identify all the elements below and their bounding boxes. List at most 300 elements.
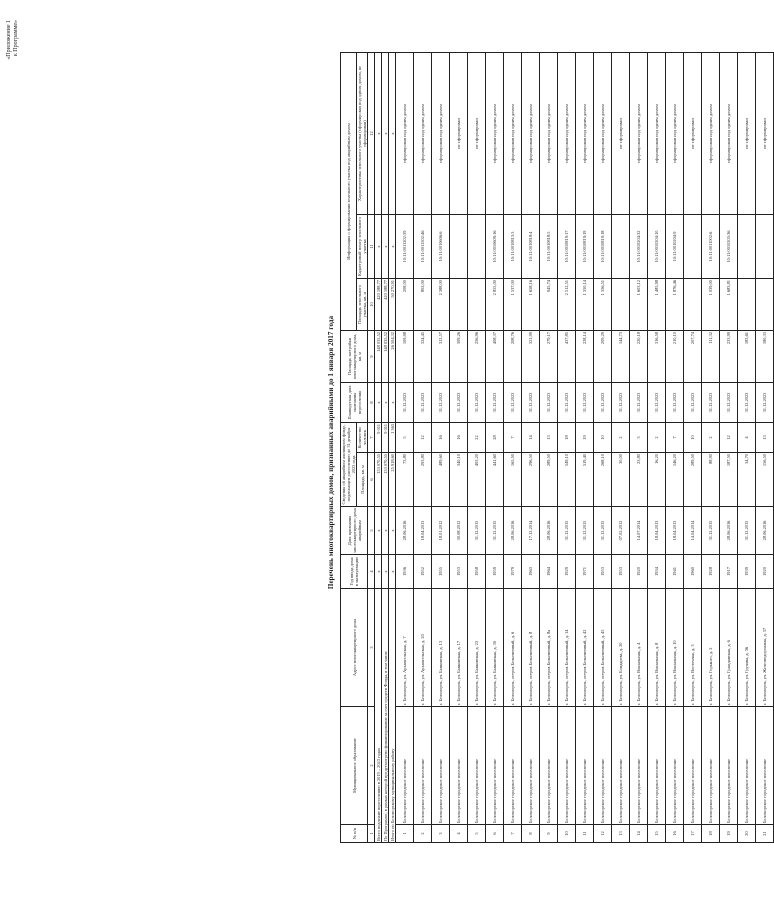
table-row [612,52,630,842]
row-character: не сформирован [738,52,756,214]
header-plan-date: Планируемая дата окончания переселения [341,383,368,423]
header-land-area: Площадь земельного участка, кв. м [357,279,368,331]
row-number: 9 [540,825,558,843]
row-character: сформирован под одним домом [702,52,720,214]
summary-cadastre: x [375,215,382,279]
row-people: 10 [684,423,702,453]
row-cadastre: 10:11:0010606:6 [432,215,450,279]
row-year: 1958 [468,555,486,589]
row-build-area: 256,96 [468,331,486,383]
row-address: г. Беломорск, ул. Грузина, д. 36 [738,589,756,707]
row-people: 2 [702,423,720,453]
row-character: не сформирован [450,52,468,214]
row-year: 1959 [486,555,504,589]
row-plan-date: 31.12.2023 [630,383,648,423]
row-build-area: 437,85 [558,331,576,383]
row-municipality: Беломорское городское поселение [414,707,432,825]
row-area: 73,80 [396,453,414,507]
row-address: г. Беломорск, ул. Архангельская, д. 7 [396,589,414,707]
summary-row [382,52,389,842]
row-cadastre: 10:11:0010204:32 [630,215,648,279]
row-number: 13 [612,825,630,843]
row-people: 3 [630,423,648,453]
row-plan-date: 31.12.2023 [540,383,558,423]
row-area: 489,60 [432,453,450,507]
row-land-area: 208,00 [396,279,414,331]
row-character: сформирован под одним домом [414,52,432,214]
summary-character: x [382,52,389,214]
row-cadastre: 10:11:0010818:4 [522,215,540,279]
row-number: 18 [702,825,720,843]
row-year: 1963 [522,555,540,589]
header-num: № п/п [341,825,368,843]
row-character: не сформирован [756,52,774,214]
row-number: 20 [738,825,756,843]
row-plan-date: 31.12.2023 [432,383,450,423]
column-index-row [368,52,375,842]
row-character: сформирован под одним домом [630,52,648,214]
row-year: 1953 [450,555,468,589]
summary-land-area: 420 188,77 [382,279,389,331]
row-character: сформирован под одним домом [522,52,540,214]
row-build-area: 408,37 [486,331,504,383]
row-municipality: Беломорское городское поселение [396,707,414,825]
row-emergency-date: 31.12.2015 [594,507,612,555]
row-emergency-date: 14.07.2014 [630,507,648,555]
row-build-area: 144,73 [612,331,630,383]
row-year: 1979 [504,555,522,589]
row-land-area: 1 039,00 [702,279,720,331]
row-address: г. Беломорск, остров Бельевичный, д. 8а [540,589,558,707]
row-address: г. Беломорск, остров Бельевичный, д. 14 [558,589,576,707]
row-year: 1917 [720,555,738,589]
summary-character: x [375,52,382,214]
summary-cadastre: x [389,215,396,279]
row-emergency-date: 31.12.2015 [558,507,576,555]
row-number: 15 [648,825,666,843]
row-emergency-date: 18.04.2013 [414,507,432,555]
summary-cadastre: x [382,215,389,279]
row-land-area: 1 658,16 [522,279,540,331]
row-build-area: 180,33 [756,331,774,383]
row-emergency-date: 31.12.2015 [702,507,720,555]
row-municipality: Беломорское городское поселение [504,707,522,825]
data-rows [396,52,774,842]
row-build-area: 279,17 [540,331,558,383]
row-address: г. Беломорск, остров Бельевичный, д. 42 [576,589,594,707]
row-people: 16 [432,423,450,453]
summary-area: 153 070,55 [382,453,389,507]
row-land-area: 802,00 [414,279,432,331]
row-municipality: Беломорское городское поселение [684,707,702,825]
row-year: 1955 [432,555,450,589]
appendix-note-line: к Программе» [13,20,19,57]
row-area: 88,90 [702,453,720,507]
column-index: 3 [368,589,375,707]
summary-date: x [375,507,382,555]
housing-register-table [340,52,774,843]
row-build-area: 233,99 [720,331,738,383]
table-row [504,52,522,842]
row-municipality: Беломорское городское поселение [738,707,756,825]
summary-build-area: 26 504,32 [389,331,396,383]
row-area: 289,50 [684,453,702,507]
row-land-area: 2 388,00 [432,279,450,331]
table-row [738,52,756,842]
row-character: сформирован под одним домом [486,52,504,214]
table-row [720,52,738,842]
table-row [576,52,594,842]
row-area: 187,50 [720,453,738,507]
column-index: 8 [368,383,375,423]
header-municipality: Муниципальное образование [341,707,368,825]
summary-year: x [389,555,396,589]
row-area: 293,80 [414,453,432,507]
row-build-area: 316,58 [648,331,666,383]
row-build-area: 210,10 [666,331,684,383]
row-build-area: 208,76 [504,331,522,383]
row-plan-date: 31.12.2023 [468,383,486,423]
row-land-area: 1 683,81 [720,279,738,331]
row-build-area: 109,98 [396,331,414,383]
row-cadastre: 10:11:0010818:5 [540,215,558,279]
row-character: сформирован под одним домом [594,52,612,214]
appendix-note [6,20,20,60]
row-land-area: 1 876,46 [666,279,684,331]
summary-year: x [375,555,382,589]
row-year: 1953 [594,555,612,589]
summary-row [389,52,396,842]
row-character: сформирован под одним домом [540,52,558,214]
row-emergency-date: 31.12.2015 [486,507,504,555]
row-cadastre [450,215,468,279]
table-row [594,52,612,842]
row-character: сформирован под одним домом [432,52,450,214]
row-address: г. Беломорск, ул. Банковская, д. 23 [468,589,486,707]
row-cadastre: 10:11:0010204:9 [666,215,684,279]
row-plan-date: 31.12.2023 [576,383,594,423]
header-area: Площадь, кв. м [357,453,368,507]
row-area: 296,50 [522,453,540,507]
row-cadastre [612,215,630,279]
row-people: 14 [522,423,540,453]
row-number: 4 [450,825,468,843]
summary-build-area: 148 035,52 [382,331,389,383]
table-row [396,52,414,842]
row-year: 1929 [558,555,576,589]
row-number: 3 [432,825,450,843]
row-emergency-date: 07.02.2012 [612,507,630,555]
row-area: 146,20 [666,453,684,507]
row-cadastre: 10:11:0010819:18 [594,215,612,279]
column-index: 10 [368,279,375,331]
row-plan-date: 31.12.2023 [558,383,576,423]
column-index: 12 [368,52,375,214]
row-build-area: 321,99 [522,331,540,383]
summary-character: x [389,52,396,214]
row-year: 1952 [414,555,432,589]
row-municipality: Беломорское городское поселение [432,707,450,825]
row-land-area [612,279,630,331]
summary-people: 1 363 [389,423,396,453]
row-number: 11 [576,825,594,843]
row-cadastre [756,215,774,279]
summary-area: 25 918,60 [389,453,396,507]
row-cadastre: 10:11:0011202:39 [396,215,414,279]
row-area: 268,10 [594,453,612,507]
summary-date: x [382,507,389,555]
row-municipality: Беломорское городское поселение [522,707,540,825]
summary-area: 153 070,55 [375,453,382,507]
row-cadastre: 10:11:0010819:17 [558,215,576,279]
row-people: 5 [396,423,414,453]
summary-plan-date: x [375,383,382,423]
row-address: г. Беломорск, ул. Банковская, д. 13 [432,589,450,707]
row-character: сформирован под одним домом [396,52,414,214]
row-address: г. Беломорск, ул. Бондарева, д. 20 [612,589,630,707]
row-plan-date: 31.12.2023 [522,383,540,423]
row-address: г. Беломорск, остров Бельевичный, д. 45 [594,589,612,707]
row-area: 289,50 [540,453,558,507]
table-row [450,52,468,842]
row-address: г. Беломорск, ул. Железнодорожная, д. 37 [756,589,774,707]
row-emergency-date: 17.12.2014 [522,507,540,555]
summary-plan-date: x [382,383,389,423]
row-land-area: 2 512,51 [558,279,576,331]
row-area: 549,10 [558,453,576,507]
row-municipality: Беломорское городское поселение [756,707,774,825]
row-character: сформирован под одним домом [558,52,576,214]
row-cadastre: 10:11:0010204:10 [648,215,666,279]
row-character: сформирован под одним домом [504,52,522,214]
row-address: г. Беломорск, остров Бельевичный, д. 6 [504,589,522,707]
row-number: 1 [396,825,414,843]
row-emergency-date: 18.04.2013 [648,507,666,555]
row-municipality: Беломорское городское поселение [468,707,486,825]
row-area: 23,80 [630,453,648,507]
header-cadastre: Кадастровый номер земельного участка [357,215,368,279]
row-area: 441,60 [486,453,504,507]
row-plan-date: 31.12.2023 [720,383,738,423]
row-year: 1953 [612,555,630,589]
row-municipality: Беломорское городское поселение [612,707,630,825]
row-address: г. Беломорск, ул. Гражданская, д. 6 [720,589,738,707]
row-people: 28 [486,423,504,453]
row-emergency-date: 28.06.2016 [396,507,414,555]
header-build-area: Площадь застройки многоквартирного дома, кв. м [341,331,368,383]
row-number: 16 [666,825,684,843]
row-municipality: Беломорское городское поселение [594,707,612,825]
row-land-area [738,279,756,331]
row-people: 16 [450,423,468,453]
column-index: 4 [368,555,375,589]
table-row [522,52,540,842]
header-character: Характеристика земельного участка (сформирован под одним домом, не сформирован) [357,52,368,214]
row-number: 14 [630,825,648,843]
row-year: 1964 [540,555,558,589]
row-address: г. Беломорск, ул. Вокзальная, д. 4 [630,589,648,707]
row-municipality: Беломорское городское поселение [648,707,666,825]
table-row [468,52,486,842]
row-emergency-date: 28.06.2016 [720,507,738,555]
row-number: 2 [414,825,432,843]
row-cadastre: 10:11:0010205:36 [720,215,738,279]
row-plan-date: 31.12.2023 [594,383,612,423]
row-land-area: 2 855,00 [486,279,504,331]
table-row [648,52,666,842]
row-address: г. Беломорск, ул. Банковская, д. 17 [450,589,468,707]
header-fund-group: Сведения об аварийном жилищном фонде, подлежащем расселению до 31 декабря 2023 года [341,423,357,507]
row-municipality: Беломорское городское поселение [630,707,648,825]
row-cadastre: 10:11:0011002:6 [702,215,720,279]
summary-people: 9 011 [375,423,382,453]
table-row [630,52,648,842]
row-year: 1920 [630,555,648,589]
row-cadastre [738,215,756,279]
header-address: Адрес многоквартирного дома [341,589,368,707]
row-number: 10 [558,825,576,843]
row-area: 340,10 [450,453,468,507]
row-plan-date: 31.12.2023 [414,383,432,423]
row-number: 21 [756,825,774,843]
row-plan-date: 31.12.2023 [450,383,468,423]
row-plan-date: 31.12.2023 [486,383,504,423]
row-build-area: 309,26 [450,331,468,383]
summary-row [375,52,382,842]
row-build-area: 111,32 [702,331,720,383]
row-area: 165,50 [504,453,522,507]
table-row [666,52,684,842]
column-index: 2 [368,707,375,825]
row-municipality: Беломорское городское поселение [450,707,468,825]
row-plan-date: 31.12.2023 [612,383,630,423]
table-row [540,52,558,842]
row-people: 12 [414,423,432,453]
row-address: г. Беломорск, ул. Банковская, д. 30 [486,589,504,707]
table-row [414,52,432,842]
row-municipality: Беломорское городское поселение [720,707,738,825]
row-emergency-date: 28.06.2016 [756,507,774,555]
row-cadastre: 10:11:0010819:19 [576,215,594,279]
row-emergency-date: 14.04.2014 [684,507,702,555]
row-character: сформирован под одним домом [576,52,594,214]
row-character: не сформирован [612,52,630,214]
row-plan-date: 31.12.2023 [738,383,756,423]
row-area: 16,20 [648,453,666,507]
row-year: 1971 [576,555,594,589]
row-build-area: 228,14 [576,331,594,383]
row-emergency-date: 18.04.2013 [666,507,684,555]
summary-land-area: 50 270,91 [389,279,396,331]
row-year: 1960 [684,555,702,589]
row-cadastre: 10:11:0010813:3 [504,215,522,279]
summary-rows [375,52,396,842]
row-area: 519,40 [576,453,594,507]
row-municipality: Беломорское городское поселение [666,707,684,825]
row-build-area: 183,61 [738,331,756,383]
table-row [684,52,702,842]
row-year: 1920 [756,555,774,589]
row-address: г. Беломорск, ул. Архангельская, д. 20 [414,589,432,707]
row-land-area [684,279,702,331]
row-build-area: 220,18 [630,331,648,383]
summary-label: Всего подлежит переселению в 2019 – 2023 годах [375,589,382,843]
row-number: 6 [486,825,504,843]
column-index: 5 [368,507,375,555]
summary-build-area: 148 035,52 [375,331,382,383]
row-people: 7 [504,423,522,453]
row-cadastre: 10:11:0011502:46 [414,215,432,279]
row-land-area: 1 603,12 [630,279,648,331]
row-municipality: Беломорское городское поселение [576,707,594,825]
row-land-area: 1 537,00 [504,279,522,331]
row-people: 4 [738,423,756,453]
summary-date: x [389,507,396,555]
row-number: 8 [522,825,540,843]
row-area: 156,50 [756,453,774,507]
row-plan-date: 31.12.2023 [666,383,684,423]
row-emergency-date: 31.12.2015 [468,507,486,555]
row-year: 1934 [648,555,666,589]
table-row [558,52,576,842]
summary-year: x [382,555,389,589]
column-index: 11 [368,215,375,279]
row-emergency-date: 31.12.2015 [738,507,756,555]
row-land-area: 1 485,98 [648,279,666,331]
row-character: не сформирован [468,52,486,214]
row-plan-date: 31.12.2023 [684,383,702,423]
row-land-area: 945,74 [540,279,558,331]
row-number: 19 [720,825,738,843]
header-emergency-date: Дата признания многоквартирного дома аварийным [341,507,368,555]
row-address: г. Беломорск, ул. Вокзальная, д. 10 [666,589,684,707]
row-emergency-date: 28.06.2016 [540,507,558,555]
row-municipality: Беломорское городское поселение [702,707,720,825]
row-cadastre [468,215,486,279]
appendix-note-line: «Приложение 1 [6,20,12,60]
row-people: 10 [594,423,612,453]
column-index: 7 [368,423,375,453]
summary-label: По Программе, в рамках которой предусмотрено финансирование за счет средств Фонда, в том числе [382,589,389,843]
row-area: 30,00 [612,453,630,507]
row-year: 1928 [702,555,720,589]
table-header [341,52,375,842]
summary-people: 9 011 [382,423,389,453]
header-land-group: Информация о формировании земельного участка под аварийным домом [341,52,357,330]
row-build-area: 324,45 [414,331,432,383]
row-character: не сформирован [684,52,702,214]
row-land-area [468,279,486,331]
row-plan-date: 31.12.2023 [648,383,666,423]
header-year: Год ввода дома в эксплуатацию [341,555,368,589]
row-area: 405,20 [468,453,486,507]
summary-plan-date: x [389,383,396,423]
row-people: 2 [612,423,630,453]
row-people: 19 [576,423,594,453]
row-year: 1939 [738,555,756,589]
row-number: 12 [594,825,612,843]
table-row [486,52,504,842]
row-character: сформирован под одним домом [666,52,684,214]
row-plan-date: 31.12.2023 [396,383,414,423]
header-people: Количество человек [357,423,368,453]
row-plan-date: 31.12.2023 [504,383,522,423]
row-build-area: 207,74 [684,331,702,383]
column-index: 9 [368,331,375,383]
row-people: 13 [540,423,558,453]
row-cadastre: 10:11:0010609:16 [486,215,504,279]
row-address: г. Беломорск, ул. Восточная, д. 3 [684,589,702,707]
